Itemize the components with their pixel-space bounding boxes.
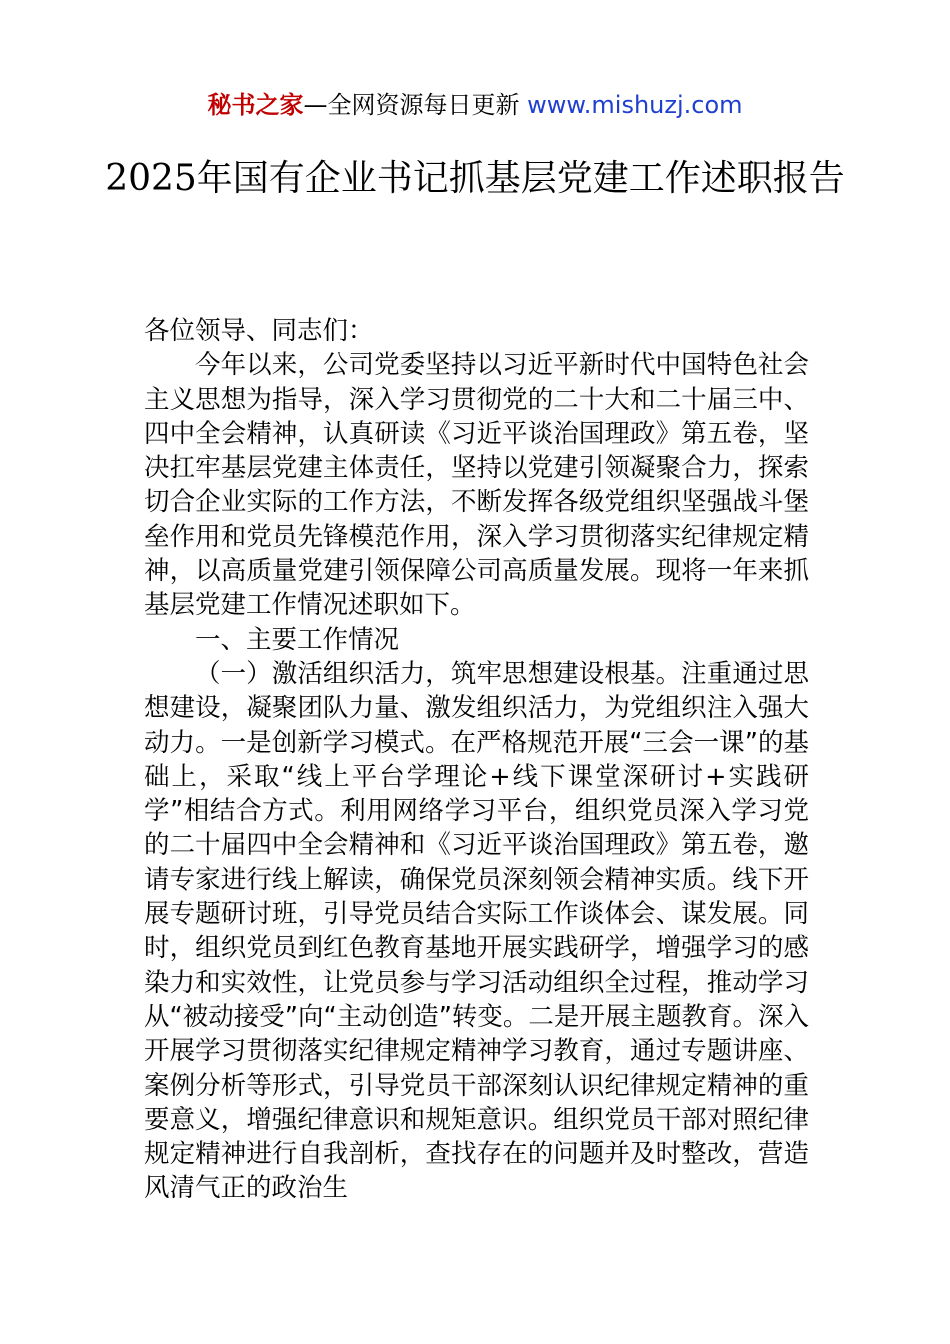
- site-header: [0, 88, 950, 122]
- document-body: [144, 314, 809, 1206]
- site-url-link[interactable]: www.mishuzj.com: [527, 91, 743, 119]
- site-brand: 秘书之家: [207, 91, 304, 119]
- site-tagline: —全网资源每日更新: [303, 91, 528, 119]
- intro-paragraph: 今年以来，公司党委坚持以习近平新时代中国特色社会主义思想为指导，深入学习贯彻党的二十大和二十届三中、四中全会精神，认真研读《习近平谈治国理政》第五卷，坚决扛牢基层党建主体责任，坚持以党建引领凝聚合力，探索切合企业实际的工作方法，不断发挥各级党组织坚强战斗堡垒作用和党员先锋模范作用，深入学习贯彻落实纪律规定精神，以高质量党建引领保障公司高质量发展。现将一年来抓基层党建工作情况述职如下。: [144, 350, 809, 621]
- document-title: 2025年国有企业书记抓基层党建工作述职报告: [105, 158, 845, 199]
- body-paragraph: （一）激活组织活力，筑牢思想建设根基。注重通过思想建设，凝聚团队力量、激发组织活力，为党组织注入强大动力。一是创新学习模式。在严格规范开展“三会一课”的基础上，采取“线上平台学理论+线下课堂深研讨+实践研学”相结合方式。利用网络学习平台，组织党员深入学习党的二十届四中全会精神和《习近平谈治国理政》第五卷，邀请专家进行线上解读，确保党员深刻领会精神实质。线下开展专题研讨班，引导党员结合实际工作谈体会、谋发展。同时，组织党员到红色教育基地开展实践研学，增强学习的感染力和实效性，让党员参与学习活动组织全过程，推动学习从“被动接受”向“主动创造”转变。二是开展主题教育。深入开展学习贯彻落实纪律规定精神学习教育，通过专题讲座、案例分析等形式，引导党员干部深刻认识纪律规定精神的重要意义，增强纪律意识和规矩意识。组织党员干部对照纪律规定精神进行自我剖析，查找存在的问题并及时整改，营造风清气正的政治生: [144, 658, 809, 1204]
- salutation: 各位领导、同志们：: [144, 316, 374, 346]
- section-heading: 一、主要工作情况: [195, 624, 400, 655]
